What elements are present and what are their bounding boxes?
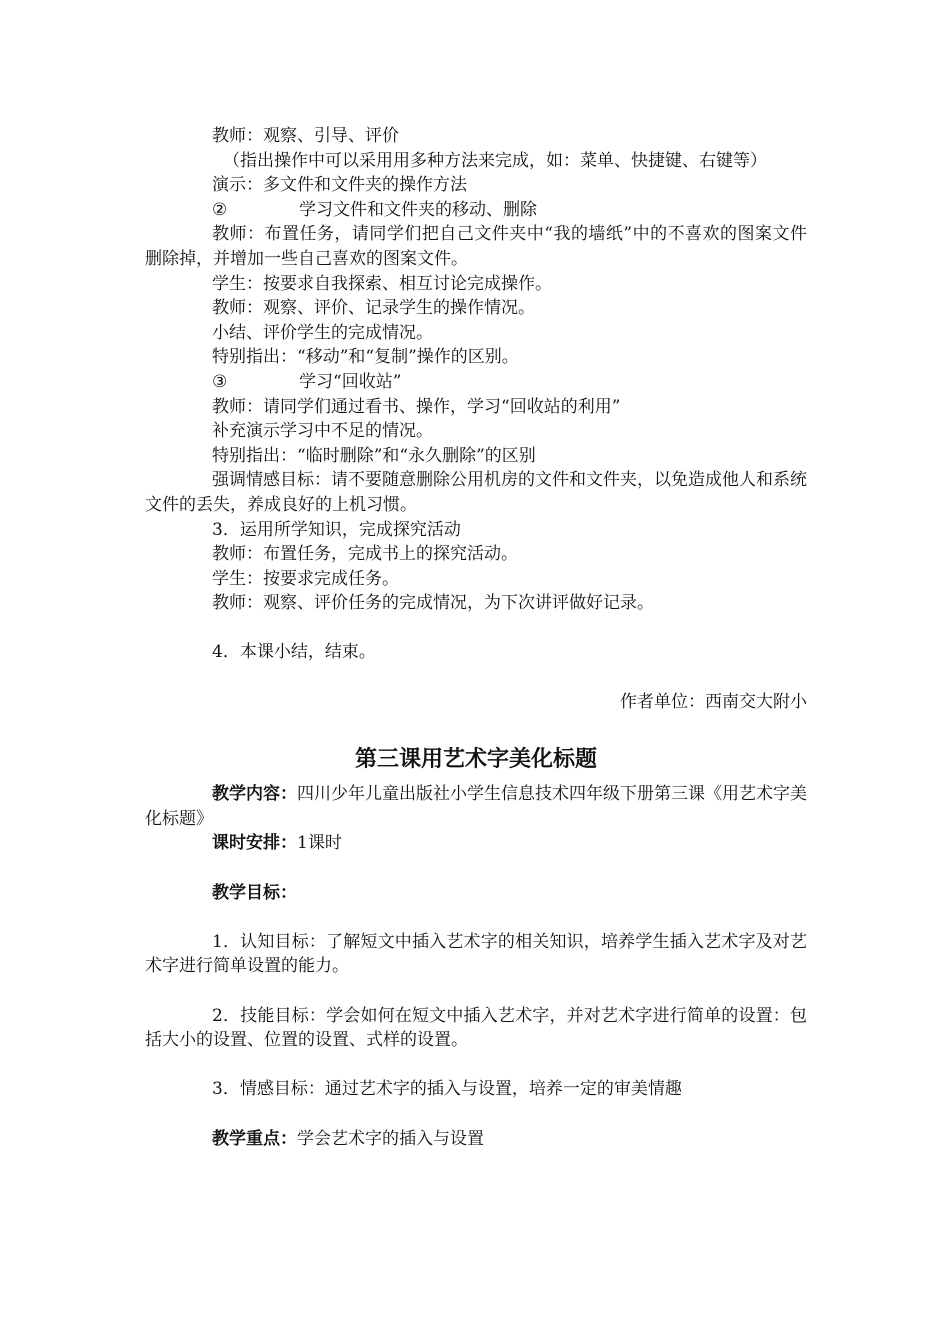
paragraph: 3．运用所学知识，完成探究活动 [212,519,461,540]
paragraph: 教师：观察、评价任务的完成情况，为下次讲评做好记录。 [212,593,654,614]
step-number: ③ [212,371,228,392]
paragraph: 强调情感目标：请不要随意删除公用机房的文件和文件夹，以免造成他人和系统文件的丢失，养成良好的上机习惯。 [145,470,807,515]
paragraph: 教师：布置任务，请同学们把自己文件夹中“我的墙纸”中的不喜欢的图案文件删除掉，并增加一些自己喜欢的图案文件。 [145,224,807,269]
step-text: 学习“回收站” [299,371,402,392]
paragraph: 补充演示学习中不足的情况。 [212,421,433,442]
paragraph: 教师：观察、评价、记录学生的操作情况。 [212,298,535,319]
goal-paragraph: 1．认知目标：了解短文中插入艺术字的相关知识，培养学生插入艺术字及对艺术字进行简单设置的能力。 [145,931,807,977]
key-text: 学会艺术字的插入与设置 [297,1128,484,1149]
paragraph: 教师：请同学们通过看书、操作，学习“回收站的利用” [212,396,621,417]
step-heading [145,370,807,395]
content-label: 教学内容： [212,784,297,805]
step-text: 学习文件和文件夹的移动、删除 [299,199,537,220]
paragraph: 小结、评价学生的完成情况。 [212,322,433,343]
goals-heading [145,881,807,906]
paragraph: 演示：多文件和文件夹的操作方法 [212,175,467,196]
content-text: 四川少年儿童出版社小学生信息技术四年级下册第三课《用艺术字美化标题》 [145,784,807,829]
paragraph: 特别指出：“临时删除”和“永久删除”的区别 [212,445,536,466]
spacer [145,1053,807,1078]
goal-paragraph: 3．情感目标：通过艺术字的插入与设置，培养一定的审美情趣 [212,1079,682,1100]
spacer [145,616,807,641]
step-number: ② [212,199,228,220]
paragraph: 教师：观察、引导、评价 [212,126,399,146]
lesson-title: 第三课用艺术字美化标题 [354,747,597,773]
spacer [145,665,807,690]
spacer [145,856,807,881]
paragraph: 学生：按要求自我探索、相互讨论完成操作。 [212,273,552,294]
goals-label: 教学目标： [212,882,297,903]
spacer [145,1102,807,1127]
paragraph: 学生：按要求完成任务。 [212,568,399,589]
author-affiliation: 作者单位：西南交大附小 [620,691,807,712]
spacer [145,979,807,1004]
goal-paragraph: 2．技能目标：学会如何在短文中插入艺术字，并对艺术字进行简单的设置：包括大小的设置、位置的设置、式样的设置。 [145,1005,807,1051]
key-label: 教学重点： [212,1128,297,1149]
hours-paragraph [145,831,807,856]
key-paragraph [145,1127,807,1152]
paragraph: 4．本课小结，结束。 [212,642,376,663]
hours-label: 课时安排： [212,833,297,854]
document-page [145,124,807,1151]
step-heading [145,198,807,223]
spacer [145,905,807,930]
content-paragraph [145,782,807,831]
hours-text: 1课时 [297,833,342,854]
paragraph: 特别指出：“移动”和“复制”操作的区别。 [212,347,519,368]
paragraph: （指出操作中可以采用用多种方法来完成，如：菜单、快捷键、右键等） [223,150,767,171]
paragraph: 教师：布置任务，完成书上的探究活动。 [212,544,518,565]
